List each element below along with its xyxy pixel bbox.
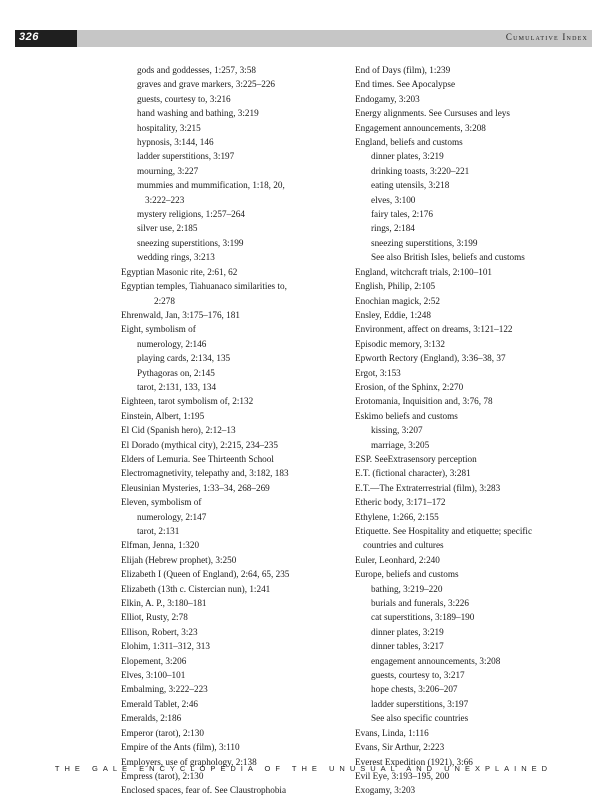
index-entry: Ehrenwald, Jan, 3:175–176, 181 xyxy=(121,309,240,320)
index-entry: Eighteen, tarot symbolism of, 2:132 xyxy=(121,396,254,407)
index-column-left xyxy=(121,63,339,798)
footer-publication-title: THE GALE ENCYCLOPEDIA OF THE UNUSUAL AND UNEXPLAINED xyxy=(54,764,553,773)
index-entry: Elijah (Hebrew prophet), 3:250 xyxy=(121,554,237,565)
index-entry: El Dorado (mythical city), 2:215, 234–235 xyxy=(121,439,278,450)
index-entry: Elders of Lemuria. See Thirteenth School xyxy=(121,453,274,464)
index-subentry: Pythagoras on, 2:145 xyxy=(137,367,215,378)
index-entry: E.T.—The Extraterrestrial (film), 3:283 xyxy=(355,482,501,493)
index-subentry: numerology, 2:147 xyxy=(137,511,207,522)
index-entry: Emeralds, 2:186 xyxy=(121,713,182,724)
index-subentry: mourning, 3:227 xyxy=(137,165,199,176)
index-subentry: elves, 3:100 xyxy=(371,194,416,205)
index-subentry: dinner plates, 3:219 xyxy=(371,626,444,637)
index-subentry: hospitality, 3:215 xyxy=(137,122,201,133)
index-entry: England, beliefs and customs xyxy=(355,137,463,148)
index-subentry: marriage, 3:205 xyxy=(371,439,430,450)
running-head: Cumulative Index xyxy=(505,32,588,42)
index-subentry: mystery religions, 1:257–264 xyxy=(137,209,245,220)
index-entry: Egyptian Masonic rite, 2:61, 62 xyxy=(121,266,238,277)
index-subentry: cat superstitions, 3:189–190 xyxy=(371,612,475,623)
index-entry: Endogamy, 3:203 xyxy=(355,93,420,104)
index-subentry: guests, courtesy to, 3:216 xyxy=(137,93,231,104)
index-entry: Enclosed spaces, fear of. See Claustrophobia xyxy=(121,785,287,796)
index-entry: Engagement announcements, 3:208 xyxy=(355,122,486,133)
index-subentry: dinner tables, 3:217 xyxy=(371,641,444,652)
index-entry: Empire of the Ants (film), 3:110 xyxy=(121,742,240,753)
index-entry: Ensley, Eddie, 1:248 xyxy=(355,309,431,320)
index-entry: Elkin, A. P., 3:180–181 xyxy=(121,598,207,609)
index-subentry: eating utensils, 3:218 xyxy=(371,180,450,191)
index-entry: Emperor (tarot), 2:130 xyxy=(121,727,204,738)
index-entry: ESP. SeeExtrasensory perception xyxy=(355,453,477,464)
index-entry: Elfman, Jenna, 1:320 xyxy=(121,540,200,551)
index-entry: End of Days (film), 1:239 xyxy=(355,65,451,75)
index-entry: Episodic memory, 3:132 xyxy=(355,338,445,349)
index-entry: Europe, beliefs and customs xyxy=(355,569,459,580)
index-entry: Eleven, symbolism of xyxy=(121,497,202,508)
index-entry: Elopement, 3:206 xyxy=(121,655,187,666)
index-entry: Elizabeth I (Queen of England), 2:64, 65, 235 xyxy=(121,569,290,580)
index-entry: England, witchcraft trials, 2:100–101 xyxy=(355,266,493,277)
index-entry: Evans, Sir Arthur, 2:223 xyxy=(355,742,445,753)
index-subentry: tarot, 2:131 xyxy=(137,526,180,536)
index-entry: Employers, use of graphology, 2:138 xyxy=(121,756,257,767)
index-subentry: hope chests, 3:206–207 xyxy=(371,684,458,695)
index-subentry: ladder superstitions, 3:197 xyxy=(371,698,469,709)
index-entry: Ethylene, 1:266, 2:155 xyxy=(355,511,439,522)
index-entry: Etiquette. See Hospitality and etiquette; specific xyxy=(355,526,533,536)
index-entry: Eskimo beliefs and customs xyxy=(355,410,458,421)
index-entry: Erotomania, Inquisition and, 3:76, 78 xyxy=(355,396,493,407)
index-entry: Energy alignments. See Cursuses and leys xyxy=(355,108,510,119)
index-subentry: silver use, 2:185 xyxy=(137,223,198,234)
index-entry: Eight, symbolism of xyxy=(121,324,196,335)
index-subentry: rings, 2:184 xyxy=(371,223,415,234)
index-subentry: sneezing superstitions, 3:199 xyxy=(137,237,244,248)
index-subentry: countries and cultures xyxy=(363,540,444,551)
index-subentry: ladder superstitions, 3:197 xyxy=(137,151,235,162)
index-subentry: See also British Isles, beliefs and customs xyxy=(371,252,525,263)
index-entry: Eleusinian Mysteries, 1:33–34, 268–269 xyxy=(121,482,270,493)
index-entry: El Cid (Spanish hero), 2:12–13 xyxy=(121,425,236,436)
index-subentry: sneezing superstitions, 3:199 xyxy=(371,237,478,248)
index-subentry: drinking toasts, 3:220–221 xyxy=(371,165,470,176)
index-entry: Ellison, Robert, 3:23 xyxy=(121,626,198,637)
index-entry: Evans, Linda, 1:116 xyxy=(355,727,429,738)
index-subentry: dinner plates, 3:219 xyxy=(371,151,444,162)
index-subentry: kissing, 3:207 xyxy=(371,425,423,436)
index-entry: Environment, affect on dreams, 3:121–122 xyxy=(355,324,513,335)
index-entry: Einstein, Albert, 1:195 xyxy=(121,410,205,421)
index-entry: Ergot, 3:153 xyxy=(355,367,401,378)
index-subentry: burials and funerals, 3:226 xyxy=(371,598,469,609)
index-entry: Everest Expedition (1921), 3:66 xyxy=(355,756,473,767)
index-subentry: mummies and mummification, 1:18, 20, xyxy=(137,180,285,191)
index-entry: Evil Eye, 3:193–195, 200 xyxy=(355,770,450,781)
index-subentry: playing cards, 2:134, 135 xyxy=(137,353,231,364)
index-entry: Elohim, 1:311–312, 313 xyxy=(121,641,210,652)
index-entry: Enochian magick, 2:52 xyxy=(355,295,440,306)
index-entry: Exogamy, 3:203 xyxy=(355,785,416,796)
index-subentry: graves and grave markers, 3:225–226 xyxy=(137,79,276,90)
index-subentry: 3:222–223 xyxy=(145,194,185,205)
index-subentry: engagement announcements, 3:208 xyxy=(371,655,501,666)
index-entry: Elizabeth (13th c. Cistercian nun), 1:241 xyxy=(121,583,271,594)
index-entry: Emerald Tablet, 2:46 xyxy=(121,698,199,709)
index-entry: Elliot, Rusty, 2:78 xyxy=(121,612,188,623)
index-subentry: bathing, 3:219–220 xyxy=(371,583,443,594)
index-subentry: guests, courtesy to, 3:217 xyxy=(371,670,465,681)
index-subentry: gods and goddesses, 1:257, 3:58 xyxy=(137,65,256,75)
index-subentry: 2:278 xyxy=(154,295,175,306)
index-entry: Electromagnetivity, telepathy and, 3:182, 183 xyxy=(121,468,289,479)
index-subentry: See also specific countries xyxy=(371,713,469,724)
index-subentry: hand washing and bathing, 3:219 xyxy=(137,108,259,119)
index-entry: Euler, Leonhard, 2:240 xyxy=(355,554,440,565)
page-number: 326 xyxy=(19,31,39,43)
index-entry: Egyptian temples, Tiahuanaco similarities to, xyxy=(121,281,287,292)
index-subentry: numerology, 2:146 xyxy=(137,338,207,349)
index-subentry: tarot, 2:131, 133, 134 xyxy=(137,381,217,392)
index-subentry: fairy tales, 2:176 xyxy=(371,209,433,220)
index-column-right xyxy=(355,63,573,798)
index-entry: Elves, 3:100–101 xyxy=(121,670,186,681)
index-entry: English, Philip, 2:105 xyxy=(355,281,436,292)
index-entry: E.T. (fictional character), 3:281 xyxy=(355,468,471,479)
index-subentry: hypnosis, 3:144, 146 xyxy=(137,137,214,148)
index-entry: Epworth Rectory (England), 3:36–38, 37 xyxy=(355,353,506,364)
index-entry: Erosion, of the Sphinx, 2:270 xyxy=(355,381,464,392)
index-entry: Embalming, 3:222–223 xyxy=(121,684,208,695)
index-entry: End times. See Apocalypse xyxy=(355,79,456,90)
index-entry: Etheric body, 3:171–172 xyxy=(355,497,446,508)
index-subentry: wedding rings, 3:213 xyxy=(137,252,215,263)
index-entry: Empress (tarot), 2:130 xyxy=(121,770,204,781)
